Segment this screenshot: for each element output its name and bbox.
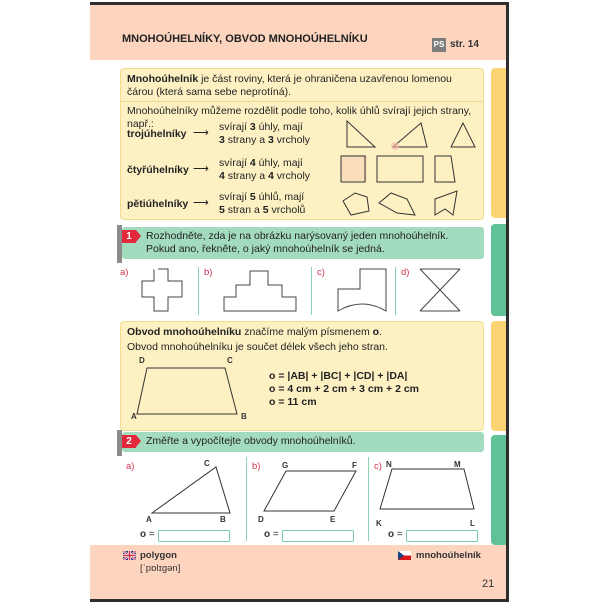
point-label: D [258, 515, 264, 524]
answer-label: o = [140, 529, 155, 540]
side-tab-yellow [491, 68, 506, 218]
quadrilateral-examples-figure [339, 153, 489, 187]
czech-word: mnohoúhelník [416, 550, 481, 561]
side-tab-yellow-2 [491, 321, 506, 431]
task-2-banner [122, 432, 484, 452]
item-label: a) [126, 461, 135, 472]
task-number-badge: 1 [122, 230, 136, 243]
column-divider [368, 457, 369, 541]
uk-flag-icon [123, 551, 136, 560]
option-label: a) [120, 267, 129, 278]
item-label: b) [252, 461, 261, 472]
perimeter-definition: Obvod mnohoúhelníku značíme malým písmenem o. [127, 326, 382, 338]
perimeter-box [120, 321, 484, 431]
point-label: A [146, 515, 152, 524]
page-title: MNOHOÚHELNÍKY, OBVOD MNOHOÚHELNÍKU [122, 33, 368, 45]
point-label: F [352, 461, 357, 470]
point-label: E [330, 515, 336, 524]
column-divider [395, 267, 396, 315]
point-label: D [139, 356, 145, 365]
item-label: c) [374, 461, 382, 472]
option-label: d) [401, 267, 410, 278]
point-label: A [131, 412, 137, 421]
answer-input-b[interactable] [282, 530, 354, 542]
trapezoid-figure [131, 360, 251, 422]
type-description: svírají 5 úhlů, mají 5 stran a 5 vrcholů [219, 191, 306, 216]
option-label: c) [317, 267, 325, 278]
point-label: K [376, 519, 382, 528]
english-pronunciation: [ˈpɒlɪɡən] [140, 563, 181, 574]
ps-page-reference: str. 14 [450, 39, 479, 50]
classification-intro: Mnohoúhelníky můžeme rozdělit podle toho, kolik úhlů svírají jejich strany, např.: [127, 105, 472, 130]
triangle-examples-figure [339, 117, 489, 151]
point-label: G [282, 461, 289, 470]
answer-label: o = [264, 529, 279, 540]
point-label: N [386, 460, 392, 469]
side-tab-green-2 [491, 435, 506, 545]
column-divider [246, 457, 247, 541]
task-instruction: Rozhodněte, zda je na obrázku narýsovaný jeden mnohoúhelník. Pokud ano, řekněte, o jaký mnohoúhelník se jedná. [146, 230, 449, 255]
ps-badge: PS [432, 38, 446, 52]
arrow-right-icon: ⟶ [193, 127, 209, 139]
point-label: L [470, 519, 475, 528]
type-name: pětiúhelníky [127, 198, 189, 210]
answer-label: o = [388, 529, 403, 540]
parallelogram-defg-figure [260, 467, 360, 517]
definition-text [127, 73, 477, 99]
definition-body: je část roviny, která je ohraničena uzavřenou lomenou čárou (která sama sebe neprotíná). [127, 73, 452, 98]
hourglass-shape-figure [416, 265, 466, 315]
arrow-right-icon: ⟶ [193, 163, 209, 175]
point-label: C [204, 459, 210, 468]
task-instruction: Změřte a vypočítejte obvody mnohoúhelníků. [146, 435, 356, 447]
triangle-abc-figure [146, 463, 236, 523]
formula-line: o = 11 cm [269, 396, 317, 408]
perimeter-explanation: Obvod mnohoúhelníku je součet délek všech jeho stran. [127, 341, 388, 353]
point-label: B [241, 412, 247, 421]
english-word: polygon [140, 550, 177, 561]
task-number-badge: 2 [122, 435, 136, 448]
column-divider [311, 267, 312, 315]
type-description: svírají 3 úhly, mají 3 strany a 3 vrcholy [219, 121, 311, 146]
type-name: čtyřúhelníky [127, 164, 189, 176]
option-label: b) [204, 267, 213, 278]
side-tab-green [491, 224, 506, 316]
definition-term: Mnohoúhelník [127, 73, 199, 85]
formula-line: o = 4 cm + 2 cm + 3 cm + 2 cm [269, 383, 420, 395]
pentagon-examples-figure [339, 187, 489, 221]
formula-line: o = |AB| + |BC| + |CD| + |DA| [269, 370, 408, 382]
stepped-shape-figure [220, 265, 300, 315]
czech-flag-icon [398, 551, 411, 560]
type-name: trojúhelníky [127, 128, 187, 140]
definition-box [120, 68, 484, 220]
answer-input-c[interactable] [406, 530, 478, 542]
point-label: B [220, 515, 226, 524]
point-label: C [227, 356, 233, 365]
vocabulary-footer [90, 545, 506, 599]
trapezoid-klmn-figure [376, 465, 476, 515]
task-1-banner [122, 227, 484, 259]
answer-input-a[interactable] [158, 530, 230, 542]
page-number: 21 [482, 578, 495, 590]
divider [121, 101, 483, 102]
point-label: M [454, 460, 461, 469]
page-header [90, 5, 506, 60]
column-divider [198, 267, 199, 315]
cross-shape-figure [138, 265, 188, 315]
textbook-page [90, 2, 509, 602]
perimeter-formula [269, 370, 419, 409]
type-description: svírají 4 úhly, mají 4 strany a 4 vrcholy [219, 157, 311, 182]
curved-shape-figure [330, 265, 390, 315]
arrow-right-icon: ⟶ [193, 197, 209, 209]
